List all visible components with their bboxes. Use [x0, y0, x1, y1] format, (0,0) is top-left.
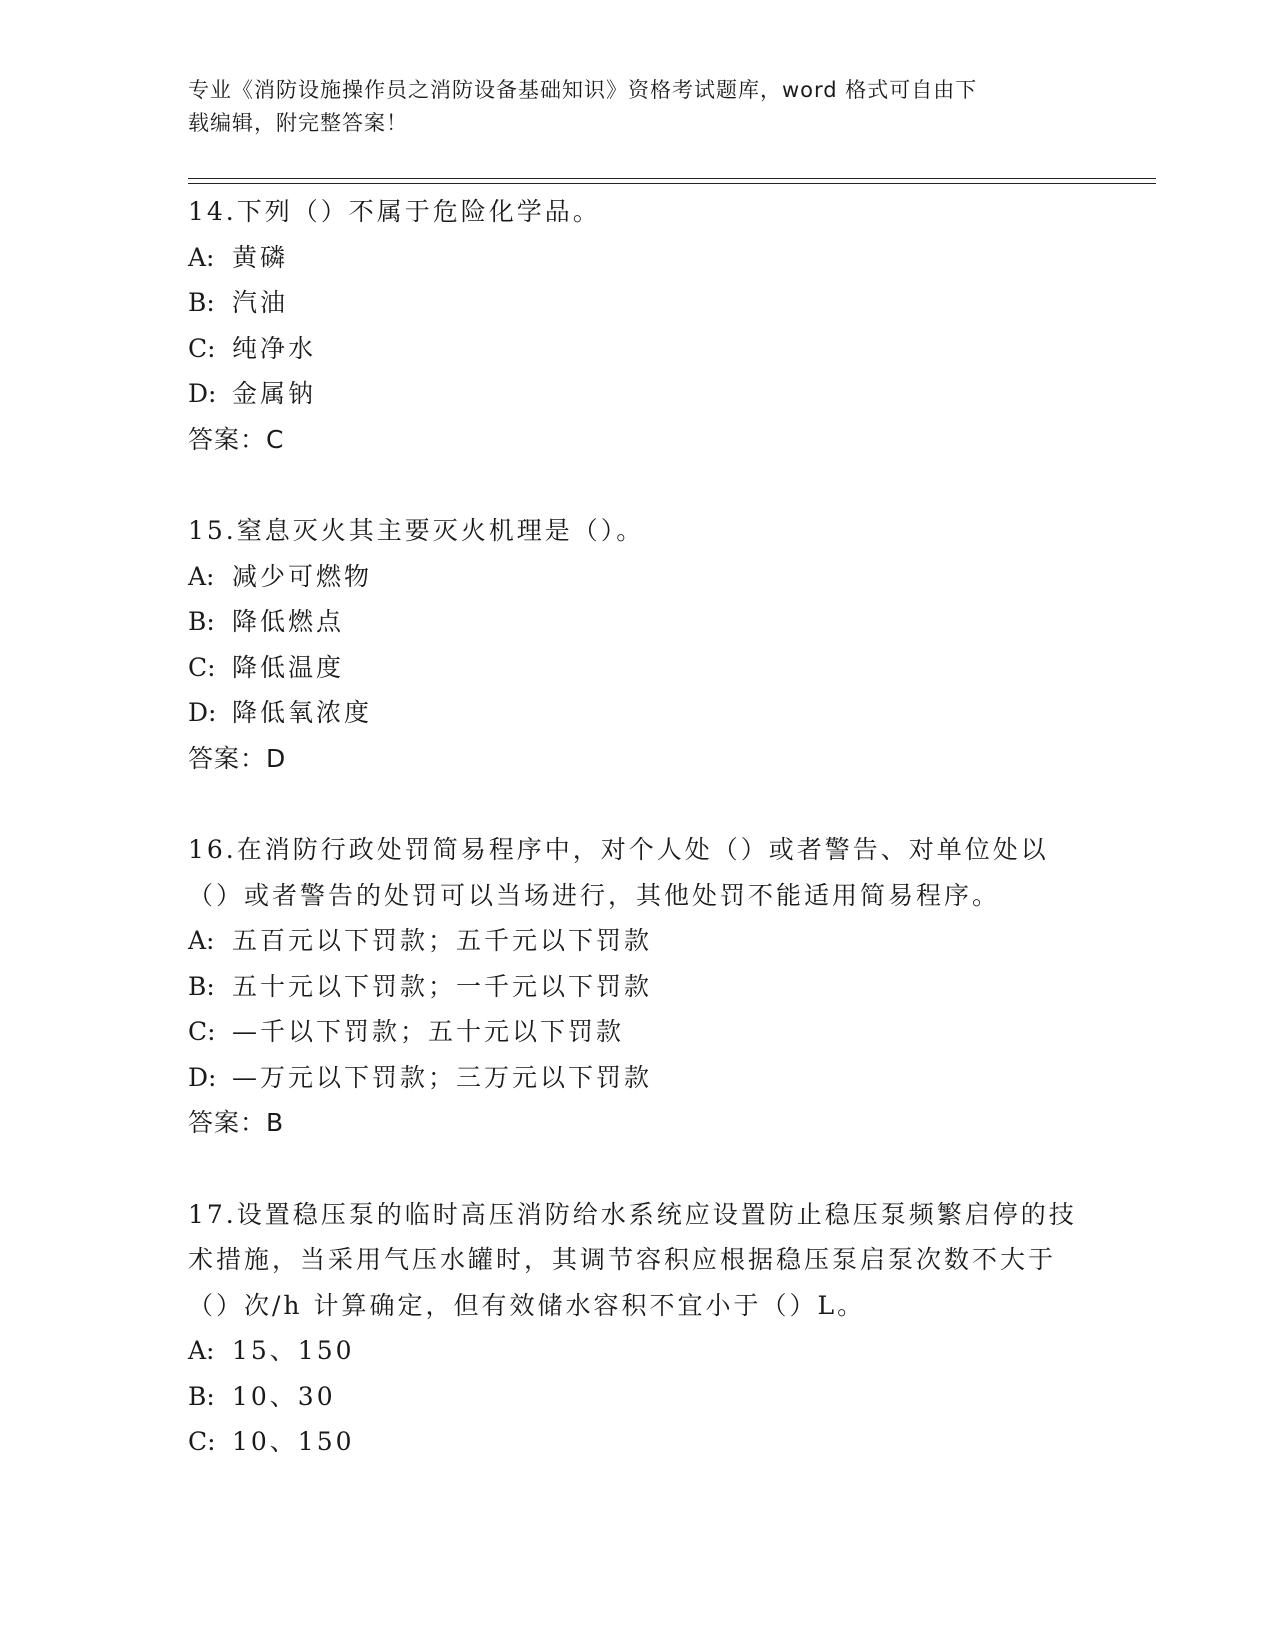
- question-block: [188, 189, 1088, 462]
- option-a: [188, 554, 1088, 600]
- option-text: 减少可燃物: [232, 561, 373, 591]
- option-text: 降低燃点: [232, 607, 345, 636]
- option-text: —千以下罚款；五十元以下罚款: [232, 1017, 625, 1046]
- option-text: 纯净水: [232, 333, 317, 363]
- header-divider-top: [188, 178, 1156, 179]
- option-d: [188, 371, 1088, 417]
- option-letter: C:: [188, 652, 216, 682]
- option-a: [188, 235, 1088, 281]
- option-b: [188, 964, 1088, 1010]
- answer-line: 答案：D: [188, 743, 287, 773]
- option-letter: C:: [188, 1017, 216, 1046]
- option-letter: C:: [188, 1427, 216, 1456]
- option-letter: B:: [188, 288, 215, 317]
- option-text: 黄磷: [232, 242, 289, 272]
- option-c: [188, 326, 1088, 372]
- question-stem: 17.设置稳压泵的临时高压消防给水系统应设置防止稳压泵频繁启停的技术措施，当采用气压水罐时，其调节容积应根据稳压泵启泵次数不大于（）次/h 计算确定，但有效储水容积不宜小于（）L。: [188, 1199, 1077, 1320]
- option-text: 10、30: [232, 1381, 336, 1411]
- option-text: 金属钠: [232, 379, 317, 408]
- option-b: [188, 280, 1088, 326]
- question-stem: 15.窒息灭火其主要灭火机理是（）。: [188, 516, 645, 545]
- question-block: [188, 827, 1088, 1146]
- document-intro: [188, 74, 1088, 140]
- option-text: 五百元以下罚款；五千元以下罚款: [232, 926, 653, 955]
- question-block: [188, 508, 1088, 781]
- option-letter: B:: [188, 607, 215, 636]
- option-a: [188, 1328, 1088, 1374]
- option-b: [188, 599, 1088, 645]
- option-text: —万元以下罚款；三万元以下罚款: [232, 1062, 653, 1092]
- option-text: 降低温度: [232, 652, 345, 682]
- option-d: [188, 1055, 1088, 1101]
- option-b: [188, 1374, 1088, 1420]
- option-text: 15、150: [232, 1336, 355, 1365]
- option-text: 五十元以下罚款；一千元以下罚款: [232, 971, 653, 1001]
- question-stem: 16.在消防行政处罚简易程序中，对个人处（）或者警告、对单位处以（）或者警告的处罚可以当场进行，其他处罚不能适用简易程序。: [188, 835, 1049, 910]
- option-letter: A:: [188, 242, 215, 272]
- option-text: 10、150: [232, 1427, 355, 1456]
- option-text: 汽油: [232, 288, 289, 317]
- answer-line: 答案：B: [188, 1108, 285, 1137]
- option-c: [188, 1009, 1088, 1055]
- question-stem: 14.下列（）不属于危险化学品。: [188, 197, 601, 226]
- option-c: [188, 1419, 1088, 1465]
- option-letter: A:: [188, 1336, 215, 1365]
- option-letter: D:: [188, 1062, 217, 1092]
- header-divider-bottom: [188, 183, 1156, 184]
- option-letter: B:: [188, 971, 215, 1001]
- question-list: [188, 189, 1088, 1511]
- option-letter: A:: [188, 926, 215, 955]
- intro-line-2: 载编辑，附完整答案！: [188, 111, 408, 135]
- option-c: [188, 645, 1088, 691]
- option-letter: B:: [188, 1381, 215, 1411]
- option-letter: A:: [188, 561, 215, 591]
- question-block: [188, 1192, 1088, 1465]
- option-a: [188, 918, 1088, 964]
- option-d: [188, 690, 1088, 736]
- option-letter: D:: [188, 698, 217, 727]
- intro-line-1: 专业《消防设施操作员之消防设备基础知识》资格考试题库，word 格式可自由下: [188, 78, 978, 102]
- option-text: 降低氧浓度: [232, 698, 373, 727]
- option-letter: D:: [188, 379, 217, 408]
- answer-line: 答案：C: [188, 424, 285, 454]
- option-letter: C:: [188, 333, 216, 363]
